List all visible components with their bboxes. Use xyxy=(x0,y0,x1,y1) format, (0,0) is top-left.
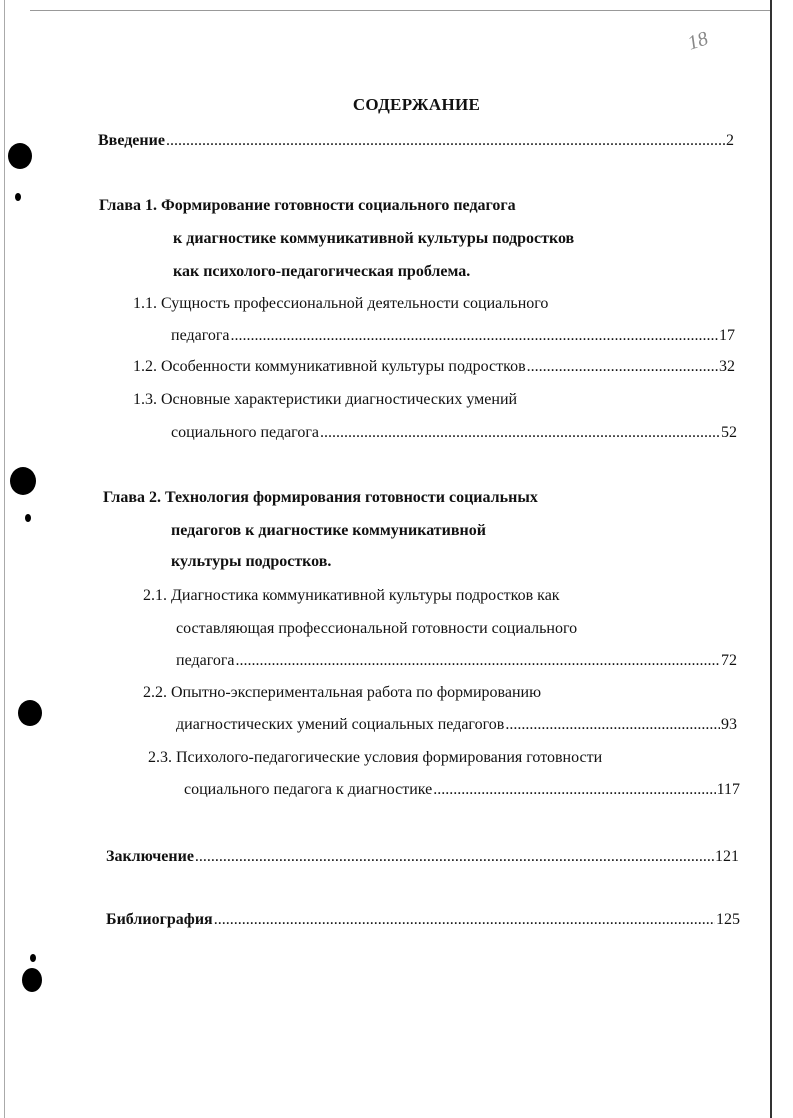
binder-hole xyxy=(22,968,42,992)
leader-dots xyxy=(195,847,714,867)
toc-label: педагога xyxy=(171,327,230,344)
toc-entry-intro xyxy=(98,131,734,151)
toc-label: педагога xyxy=(176,652,235,669)
toc-label: Библиография xyxy=(106,911,213,928)
toc-entry-bibliography xyxy=(106,910,740,930)
chapter-2-heading-line-3: культуры подростков. xyxy=(171,553,332,570)
toc-label: 1.2. Особенности коммуникативной культуры подростков xyxy=(133,358,526,375)
toc-label: Введение xyxy=(98,132,165,149)
chapter-2-heading-line-1: Глава 2. Технология формирования готовности социальных xyxy=(103,489,538,506)
toc-page: 72 xyxy=(721,652,737,669)
toc-entry-1-1 xyxy=(171,326,735,346)
toc-page: 2 xyxy=(726,132,734,149)
chapter-2-heading-line-2: педагогов к диагностике коммуникативной xyxy=(171,522,486,539)
toc-section-2-2-line-1: 2.2. Опытно-экспериментальная работа по формированию xyxy=(143,684,542,701)
toc-section-2-3-line-1: 2.3. Психолого-педагогические условия формирования готовности xyxy=(148,749,603,766)
leader-dots xyxy=(214,910,715,930)
leader-dots xyxy=(236,651,720,671)
toc-label: социального педагога к диагностике xyxy=(184,781,433,798)
scan-speck xyxy=(25,514,31,522)
toc-page: 121 xyxy=(715,848,739,865)
scan-speck xyxy=(15,193,21,201)
toc-section-1-3-line-1: 1.3. Основные характеристики диагностических умений xyxy=(133,391,518,408)
toc-label: диагностических умений социальных педагогов xyxy=(176,716,505,733)
leader-dots xyxy=(527,357,718,377)
toc-entry-2-1 xyxy=(176,651,737,671)
toc-section-2-1-line-1: 2.1. Диагностика коммуникативной культуры подростков как xyxy=(143,587,560,604)
toc-page: 125 xyxy=(716,911,740,928)
toc-label: Заключение xyxy=(106,848,194,865)
binder-hole xyxy=(8,143,32,169)
scan-left-edge xyxy=(4,0,5,1118)
scan-speck xyxy=(30,954,36,962)
toc-page: 93 xyxy=(721,716,737,733)
toc-entry-conclusion xyxy=(106,847,739,867)
page-title: СОДЕРЖАНИЕ xyxy=(352,95,481,114)
binder-hole xyxy=(10,467,36,495)
page-number-pencil-mark: 18 xyxy=(684,27,711,55)
toc-page: 17 xyxy=(719,327,735,344)
leader-dots xyxy=(433,780,715,800)
leader-dots xyxy=(166,131,725,151)
toc-section-1-1-line-1: 1.1. Сущность профессиональной деятельности социального xyxy=(133,295,549,312)
leader-dots xyxy=(231,326,718,346)
chapter-1-heading-line-2: к диагностике коммуникативной культуры подростков xyxy=(173,230,575,247)
chapter-1-heading-line-3: как психолого-педагогическая проблема. xyxy=(173,263,471,280)
scan-top-edge xyxy=(30,10,770,11)
toc-page: 52 xyxy=(721,424,737,441)
chapter-1-heading-line-1: Глава 1. Формирование готовности социального педагога xyxy=(99,197,516,214)
leader-dots xyxy=(320,423,720,443)
toc-section-2-1-line-2: составляющая профессиональной готовности социального xyxy=(176,620,578,637)
toc-entry-1-3 xyxy=(171,423,737,443)
leader-dots xyxy=(505,715,720,735)
scan-right-edge xyxy=(770,0,772,1118)
toc-entry-2-3 xyxy=(184,780,740,800)
toc-page: 32 xyxy=(719,358,735,375)
toc-label: социального педагога xyxy=(171,424,319,441)
toc-page: 117 xyxy=(716,781,740,798)
toc-entry-1-2 xyxy=(133,357,735,377)
toc-entry-2-2 xyxy=(176,715,737,735)
binder-hole xyxy=(18,700,42,726)
